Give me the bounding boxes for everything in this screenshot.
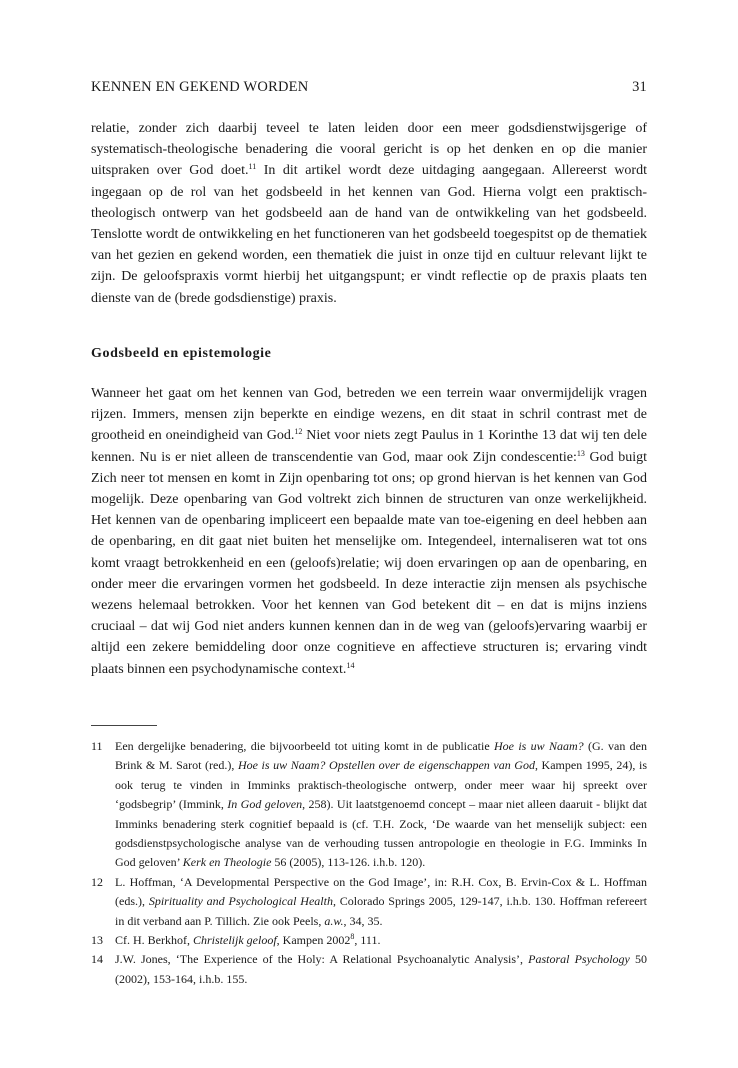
- running-header: [91, 79, 647, 96]
- footnote-segment: 50 (2002), 153-164, i.h.b. 155.: [115, 952, 648, 986]
- footnote-number: 12: [91, 874, 103, 889]
- footnote-italic: Kerk en Theologie: [182, 855, 272, 870]
- paragraph-2: [91, 383, 647, 680]
- footnote-italic: a.w.: [324, 913, 344, 928]
- footnote-ref-11[interactable]: 11: [248, 162, 257, 172]
- footnote-number: 14: [91, 952, 103, 967]
- footnote-text: [115, 931, 647, 950]
- footnote-text: [115, 737, 647, 873]
- footnote-italic: Pastoral Psychology: [528, 952, 630, 967]
- footnote-13: [91, 931, 647, 950]
- page-number: 31: [632, 79, 647, 95]
- footnote-segment: , Colorado Springs 2005, 129-147, i.h.b. 130. Hoffman refereert in dit verband aan P. Tillich. Zie ook Peels,: [115, 894, 648, 928]
- footnote-text: [115, 950, 647, 989]
- footnote-italic: In God geloven: [227, 797, 303, 812]
- footnote-14: [91, 950, 647, 989]
- footnote-number: 11: [91, 739, 103, 753]
- footnote-text: [115, 873, 647, 931]
- paragraph-1: [91, 118, 647, 309]
- footnote-italic: Christelijk geloof: [193, 933, 277, 948]
- footnote-segment: , Kampen 2002: [276, 933, 351, 948]
- paragraph-2-text-c: God buigt Zich neer tot mensen en komt in Zijn openbaring tot ons; op grond hiervan is het kennen van God mogelijk. Deze openbaring van God voltrekt zich binnen de structuren van onze werkelijkheid. Het kennen van de openbaring impliceert een bepaalde mate van toe-eigening en deel hebben aan de openbaring, en dit gaat niet buiten het menselijke om. Integendeel, internaliseren wat tot ons komt vraagt betrokkenheid en een (geloofs)relatie; wij doen ervaringen op aan de openbaring, en onder meer die ervaringen vormen het godsbeeld. In deze interactie zijn mensen als psychische wezens helemaal betrokken. Voor het kennen van God betekent dit – en dat is mijns inziens cruciaal – dat wij God niet anders kunnen kennen dan in de weg van (geloofs)ervaring waarbij er altijd een zekere bemiddeling door onze cognitieve en affectieve structuren is; ervaring vindt plaats binnen een psychodynamische context.: [91, 449, 647, 677]
- footnote-12: [91, 873, 647, 931]
- running-title: KENNEN EN GEKEND WORDEN: [91, 79, 309, 95]
- footnote-ref-13[interactable]: 13: [576, 448, 585, 458]
- footnote-ref-14[interactable]: 14: [346, 660, 355, 670]
- paragraph-1-text-a: relatie, zonder zich daarbij teveel te laten leiden door een meer godsdienstwijsgerige of systematisch-theologische benadering die vooral gericht is op het denken en op die manier uitspraken over God doet.: [91, 121, 647, 179]
- footnote-divider: [91, 725, 157, 726]
- footnote-ref-12[interactable]: 12: [294, 427, 303, 437]
- footnote-italic: Hoe is uw Naam? Opstellen over de eigenschappen van God: [237, 758, 535, 773]
- paragraph-2-text-a: Wanneer het gaat om het kennen van God, betreden we een terrein waar onvermijdelijk vragen rijzen. Immers, mensen zijn beperkte en eindige wezens, en dit staat in schril contrast met de grootheid en oneindigheid van God.: [91, 386, 647, 444]
- footnote-italic: Hoe is uw Naam?: [494, 739, 584, 753]
- footnote-segment: Cf. H. Berkhof,: [115, 933, 193, 948]
- footnote-segment: (G. van den Brink & M. Sarot (red.),: [115, 739, 647, 773]
- footnote-segment: , 34, 35.: [343, 913, 383, 928]
- footnote-segment: J.W. Jones, ‘The Experience of the Holy: A Relational Psychoanalytic Analysis’,: [115, 952, 529, 967]
- paragraph-1-text-b: In dit artikel wordt deze uitdaging aangegaan. Allereerst wordt ingegaan op de rol van het godsbeeld in het kennen van God. Hierna volgt een praktisch-theologisch ontwerp van het godsbeeld aan de hand van de ontwikkeling van het godsbeeld. Tenslotte wordt de ontwikkeling en het functioneren van het godsbeeld toegespitst op de thematiek van het gezien en gekend worden, een thematiek die juist in onze tijd en cultuur relevant lijkt te zijn. De geloofspraxis vormt hierbij het uitgangspunt; er vindt reflectie op de praxis plaats ten dienste van de (brede godsdienstige) praxis.: [91, 163, 647, 306]
- footnote-segment: L. Hoffman, ‘A Developmental Perspective on the God Image’, in: R.H. Cox, B. Ervin-Cox & L. Hoffman (eds.),: [115, 874, 647, 909]
- footnote-segment: Een dergelijke benadering, die bijvoorbeeld tot uiting komt in de publicatie: [115, 739, 494, 753]
- footnotes: [91, 737, 647, 989]
- footnote-number: 13: [91, 933, 103, 948]
- paragraph-2-text-b: Niet voor niets zegt Paulus in 1 Korinthe 13 dat wij ten dele kennen. Nu is er niet alleen de transcendentie van God, maar ook Zijn condescentie:: [91, 428, 647, 465]
- footnote-11: [91, 737, 647, 873]
- footnote-segment: , 258). Uit laatstgenoemd concept – maar niet alleen daaruit - blijkt dat Imminks benadering sterk cognitief bepaald is (cf. T.H. Zock, ‘De waarde van het menselijk subject: een godsdienstpsychologische analyse van de verhouding tussen antropologie en theologie in F.G. Imminks In God geloven’: [115, 797, 647, 870]
- section-heading: Godsbeeld en epistemologie: [91, 346, 272, 361]
- footnote-segment: 56 (2005), 113-126. i.h.b. 120).: [271, 855, 426, 870]
- footnote-segment: , Kampen 1995, 24), is ook terug te vinden in Imminks praktisch-theologische ontwerp, onder meer waar hij spreekt over ‘godsbegrip’ (Immink,: [115, 758, 647, 812]
- footnote-segment: , 111.: [354, 933, 381, 948]
- footnote-italic: Spirituality and Psychological Health: [148, 894, 333, 909]
- edition-superscript: 8: [350, 932, 355, 942]
